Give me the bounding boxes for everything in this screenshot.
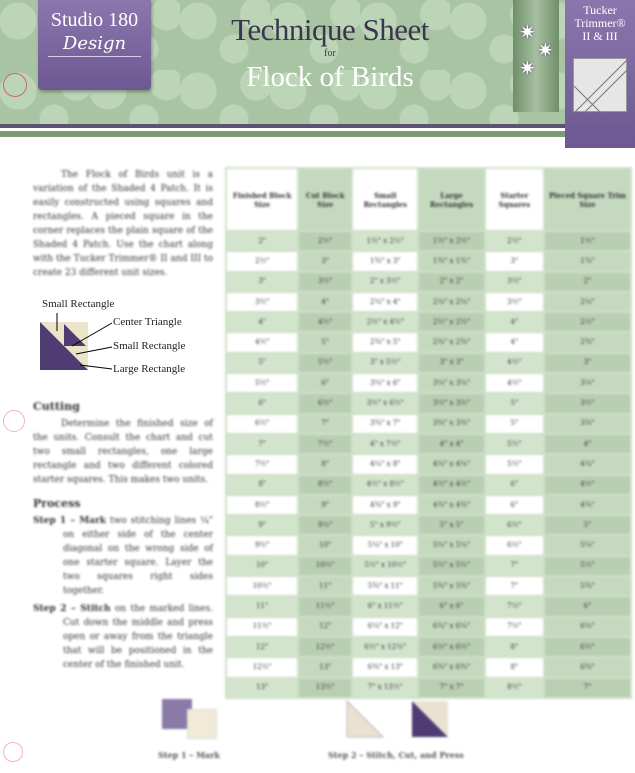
table-cell: 11" bbox=[298, 576, 352, 596]
table-cell: 1½" x 2½" bbox=[418, 231, 484, 251]
table-cell: 8" bbox=[298, 454, 352, 474]
table-cell: 5¼" x 5¼" bbox=[418, 535, 484, 555]
table-cell: 4" bbox=[298, 292, 352, 312]
table-row bbox=[226, 576, 631, 596]
table-row bbox=[226, 475, 631, 495]
table-cell: 4" bbox=[226, 312, 298, 332]
label-large-rectangle: Large Rectangle bbox=[113, 363, 186, 375]
star-ribbon bbox=[513, 0, 559, 112]
table-cell: 3" bbox=[226, 272, 298, 292]
table-cell: 9" bbox=[298, 495, 352, 515]
table-cell: 2½" bbox=[544, 312, 631, 332]
table-cell: 6" bbox=[485, 475, 544, 495]
column-header: Small Rectangles bbox=[352, 168, 418, 231]
table-cell: 7½" bbox=[226, 454, 298, 474]
table-cell: 5½" bbox=[544, 556, 631, 576]
star-icon: ✷ bbox=[519, 56, 536, 80]
table-cell: 3¾" x 7" bbox=[352, 414, 418, 434]
table-cell: 3½" x 6½" bbox=[352, 393, 418, 413]
table-cell: 5¼" bbox=[544, 535, 631, 555]
process-heading: Process bbox=[33, 497, 81, 510]
table-cell: 3¼" x 3¼" bbox=[418, 373, 484, 393]
instructions bbox=[33, 400, 213, 676]
table-cell: 4½" bbox=[485, 353, 544, 373]
table-row bbox=[226, 454, 631, 474]
intro-paragraph: The Flock of Birds unit is a variation of the Shaded 4 Patch. It is easily constructed using squares and rectangles. A pieced square in the corner replaces the plain square of the Shaded 4 Patch. Use the chart along with the Tucker Trimmer® II and III to create 23 different unit sizes. bbox=[33, 170, 213, 278]
table-cell: 8½" bbox=[226, 495, 298, 515]
cutting-chart bbox=[225, 167, 632, 699]
table-cell: 3" bbox=[298, 251, 352, 271]
table-row bbox=[226, 596, 631, 616]
table-cell: 3" x 3" bbox=[418, 353, 484, 373]
table-cell: 12½" bbox=[298, 637, 352, 657]
table-cell: 5" bbox=[298, 332, 352, 352]
column-header: Pieced Square Trim Size bbox=[544, 168, 631, 231]
table-cell: 9½" bbox=[226, 535, 298, 555]
table-cell: 9½" bbox=[298, 515, 352, 535]
table-cell: 3½" bbox=[298, 272, 352, 292]
table-cell: 3¼" x 6" bbox=[352, 373, 418, 393]
table-cell: 10" bbox=[298, 535, 352, 555]
table-cell: 2¼" bbox=[544, 292, 631, 312]
table-cell: 5½" bbox=[485, 434, 544, 454]
brand-line2: Design bbox=[48, 32, 141, 57]
divider bbox=[0, 131, 635, 137]
table-cell: 12½" bbox=[226, 657, 298, 677]
table-cell: 13½" bbox=[298, 678, 352, 698]
table-cell: 7" x 7" bbox=[418, 678, 484, 698]
table-cell: 5½" bbox=[298, 353, 352, 373]
table-cell: 4½" bbox=[226, 332, 298, 352]
table-row bbox=[226, 495, 631, 515]
column-header: Large Rectangles bbox=[418, 168, 484, 231]
table-cell: 6" x 6" bbox=[418, 596, 484, 616]
label-small-rectangle-top: Small Rectangle bbox=[42, 298, 115, 310]
column-header: Cut Block Size bbox=[298, 168, 352, 231]
table-cell: 3" bbox=[485, 251, 544, 271]
table-cell: 3½" bbox=[485, 292, 544, 312]
table-cell: 7" bbox=[544, 678, 631, 698]
table-cell: 2½" bbox=[485, 231, 544, 251]
table-cell: 7½" bbox=[298, 434, 352, 454]
annotation-circle bbox=[3, 73, 27, 97]
table-cell: 6½" bbox=[298, 393, 352, 413]
table-row bbox=[226, 231, 631, 251]
table-cell: 5" x 5" bbox=[418, 515, 484, 535]
table-cell: 3¾" x 3¾" bbox=[418, 414, 484, 434]
table-row bbox=[226, 414, 631, 434]
table-cell: 11½" bbox=[226, 617, 298, 637]
table-cell: 2" x 2" bbox=[418, 272, 484, 292]
table-cell: 5½" x 10½" bbox=[352, 556, 418, 576]
table-cell: 4¼" bbox=[544, 454, 631, 474]
table-cell: 5" bbox=[485, 393, 544, 413]
table-cell: 5" bbox=[226, 353, 298, 373]
label-center-triangle: Center Triangle bbox=[113, 316, 182, 328]
table-cell: 6" bbox=[226, 393, 298, 413]
table-row bbox=[226, 393, 631, 413]
star-icon: ✷ bbox=[537, 38, 554, 62]
table-cell: 8½" bbox=[298, 475, 352, 495]
tool-label: Tucker Trimmer® II & III bbox=[574, 3, 626, 43]
table-cell: 2½" bbox=[226, 251, 298, 271]
table-cell: 10½" bbox=[226, 576, 298, 596]
table-cell: 5½" bbox=[226, 373, 298, 393]
label-small-rectangle: Small Rectangle bbox=[113, 340, 186, 352]
step-1 bbox=[33, 514, 213, 598]
table-cell: 12" bbox=[298, 617, 352, 637]
table-cell: 2½" bbox=[298, 231, 352, 251]
table-cell: 6½" bbox=[485, 515, 544, 535]
table-cell: 6½" x 6½" bbox=[418, 637, 484, 657]
table-cell: 8" bbox=[485, 657, 544, 677]
table-cell: 6¾" bbox=[544, 657, 631, 677]
table-cell: 11" bbox=[226, 596, 298, 616]
table-row bbox=[226, 515, 631, 535]
table-row bbox=[226, 353, 631, 373]
table-cell: 1½" bbox=[544, 231, 631, 251]
table-cell: 9" bbox=[226, 515, 298, 535]
table-cell: 6¾" x 6¾" bbox=[418, 657, 484, 677]
table-cell: 1½" x 2½" bbox=[352, 231, 418, 251]
table-row bbox=[226, 332, 631, 352]
table-cell: 3½" bbox=[226, 292, 298, 312]
table-cell: 2½" x 2½" bbox=[418, 312, 484, 332]
brand-line1: Studio 180 bbox=[50, 9, 139, 31]
table-row bbox=[226, 272, 631, 292]
ruler-image bbox=[573, 58, 627, 112]
table-cell: 4¼" x 8" bbox=[352, 454, 418, 474]
block-diagram bbox=[40, 298, 200, 382]
table-cell: 3½" x 3½" bbox=[418, 393, 484, 413]
table-row bbox=[226, 373, 631, 393]
table-cell: 3¼" bbox=[544, 373, 631, 393]
table-cell: 2¼" x 4" bbox=[352, 292, 418, 312]
table-row bbox=[226, 251, 631, 271]
table-cell: 7" bbox=[485, 556, 544, 576]
table-cell: 1¾" x 3" bbox=[352, 251, 418, 271]
table-cell: 10½" bbox=[298, 556, 352, 576]
table-cell: 5¾" x 11" bbox=[352, 576, 418, 596]
step-text: two stitching lines ¼" on either side of the center diagonal on the wrong side of one starter square. Layer the two squares right sides together. bbox=[63, 516, 213, 596]
title-for: for bbox=[324, 48, 336, 59]
table-cell: 6½" bbox=[226, 414, 298, 434]
table-cell: 8½" bbox=[485, 678, 544, 698]
table-cell: 2½" x 4½" bbox=[352, 312, 418, 332]
table-row bbox=[226, 535, 631, 555]
table-cell: 7" bbox=[226, 434, 298, 454]
step-illustrations bbox=[0, 695, 635, 773]
table-cell: 7½" bbox=[485, 617, 544, 637]
step-label: Step 2 – Stitch bbox=[33, 604, 111, 614]
step2-half-square-light bbox=[345, 699, 385, 739]
table-cell: 5¼" x 10" bbox=[352, 535, 418, 555]
step1-square-light bbox=[187, 709, 217, 739]
table-row bbox=[226, 292, 631, 312]
table-cell: 5¾" bbox=[544, 576, 631, 596]
step1-caption: Step 1 – Mark bbox=[158, 750, 220, 760]
divider bbox=[0, 124, 635, 128]
table-row bbox=[226, 312, 631, 332]
table-cell: 6¾" x 13" bbox=[352, 657, 418, 677]
table-cell: 4½" bbox=[485, 373, 544, 393]
table-row bbox=[226, 657, 631, 677]
table-cell: 10" bbox=[226, 556, 298, 576]
table-cell: 6¼" bbox=[544, 617, 631, 637]
table-cell: 4" bbox=[544, 434, 631, 454]
table-row bbox=[226, 556, 631, 576]
table-cell: 4½" bbox=[544, 475, 631, 495]
table-row bbox=[226, 617, 631, 637]
table-cell: 4¼" x 4¼" bbox=[418, 454, 484, 474]
table-cell: 2¾" x 5" bbox=[352, 332, 418, 352]
table-cell: 4¾" bbox=[544, 495, 631, 515]
table-cell: 5" bbox=[485, 414, 544, 434]
step-text: on the marked lines. Cut down the middle and press open or away from the triangle that will be positioned in the center of the finished unit. bbox=[63, 604, 213, 670]
table-cell: 3" x 5½" bbox=[352, 353, 418, 373]
table-row bbox=[226, 434, 631, 454]
column-header: Starter Squares bbox=[485, 168, 544, 231]
step2-caption: Step 2 – Stitch, Cut, and Press bbox=[328, 750, 464, 760]
subtitle-text: Flock of Birds bbox=[246, 61, 414, 93]
table-cell: 5½" bbox=[485, 454, 544, 474]
table-cell: 3½" bbox=[485, 272, 544, 292]
table-cell: 3¾" bbox=[544, 414, 631, 434]
table-cell: 6½" bbox=[544, 637, 631, 657]
table-cell: 2¾" bbox=[544, 332, 631, 352]
table-cell: 4¾" x 4¾" bbox=[418, 495, 484, 515]
table-cell: 6" bbox=[544, 596, 631, 616]
table-cell: 7" bbox=[298, 414, 352, 434]
star-icon: ✷ bbox=[519, 20, 536, 44]
table-cell: 7" x 13½" bbox=[352, 678, 418, 698]
table-cell: 8" bbox=[226, 475, 298, 495]
title-text: Technique Sheet bbox=[231, 12, 429, 47]
table-cell: 12" bbox=[226, 637, 298, 657]
table-cell: 1¾" bbox=[544, 251, 631, 271]
table-cell: 5¾" x 5¾" bbox=[418, 576, 484, 596]
table-cell: 6½" bbox=[485, 535, 544, 555]
table-cell: 3" bbox=[544, 353, 631, 373]
table-cell: 2" bbox=[226, 231, 298, 251]
table-cell: 2¼" x 2¼" bbox=[418, 292, 484, 312]
table-cell: 6¼" x 12" bbox=[352, 617, 418, 637]
table-cell: 3½" bbox=[544, 393, 631, 413]
page-title bbox=[180, 12, 480, 94]
table-cell: 6½" x 12½" bbox=[352, 637, 418, 657]
table-cell: 6" bbox=[298, 373, 352, 393]
table-cell: 6¼" x 6¼" bbox=[418, 617, 484, 637]
table-cell: 1¾" x 1¾" bbox=[418, 251, 484, 271]
table-cell: 11½" bbox=[298, 596, 352, 616]
table-cell: 8" bbox=[485, 637, 544, 657]
table-cell: 7" bbox=[485, 576, 544, 596]
table-cell: 4½" x 4½" bbox=[418, 475, 484, 495]
table-cell: 5½" x 5½" bbox=[418, 556, 484, 576]
cutting-text: Determine the finished size of the units. Consult the chart and cut two small rectangles, one large rectangle and two different colored starter squares. This makes two units. bbox=[33, 419, 213, 485]
table-cell: 6" x 11½" bbox=[352, 596, 418, 616]
studio-180-logo bbox=[38, 0, 151, 90]
step-2 bbox=[33, 602, 213, 672]
arrow-icons bbox=[40, 298, 120, 382]
table-cell: 4¾" x 9" bbox=[352, 495, 418, 515]
cutting-heading: Cutting bbox=[33, 400, 80, 413]
table-cell: 4" bbox=[485, 312, 544, 332]
table-cell: 13" bbox=[298, 657, 352, 677]
table-cell: 2" x 3½" bbox=[352, 272, 418, 292]
table-row bbox=[226, 637, 631, 657]
step-label: Step 1 – Mark bbox=[33, 516, 106, 526]
table-cell: 2" bbox=[544, 272, 631, 292]
annotation-circle bbox=[3, 410, 25, 432]
table-cell: 13" bbox=[226, 678, 298, 698]
table-cell: 4" bbox=[485, 332, 544, 352]
table-cell: 4" x 7½" bbox=[352, 434, 418, 454]
step2-half-square-dark bbox=[410, 699, 450, 739]
table-cell: 7½" bbox=[485, 596, 544, 616]
table-cell: 4½" bbox=[298, 312, 352, 332]
table-cell: 2¾" x 2¾" bbox=[418, 332, 484, 352]
table-cell: 5" x 9½" bbox=[352, 515, 418, 535]
table-header-row bbox=[226, 168, 631, 231]
table-cell: 5" bbox=[544, 515, 631, 535]
table-cell: 4½" x 8½" bbox=[352, 475, 418, 495]
column-header: Finished Block Size bbox=[226, 168, 298, 231]
table-cell: 6" bbox=[485, 495, 544, 515]
table-cell: 4" x 4" bbox=[418, 434, 484, 454]
